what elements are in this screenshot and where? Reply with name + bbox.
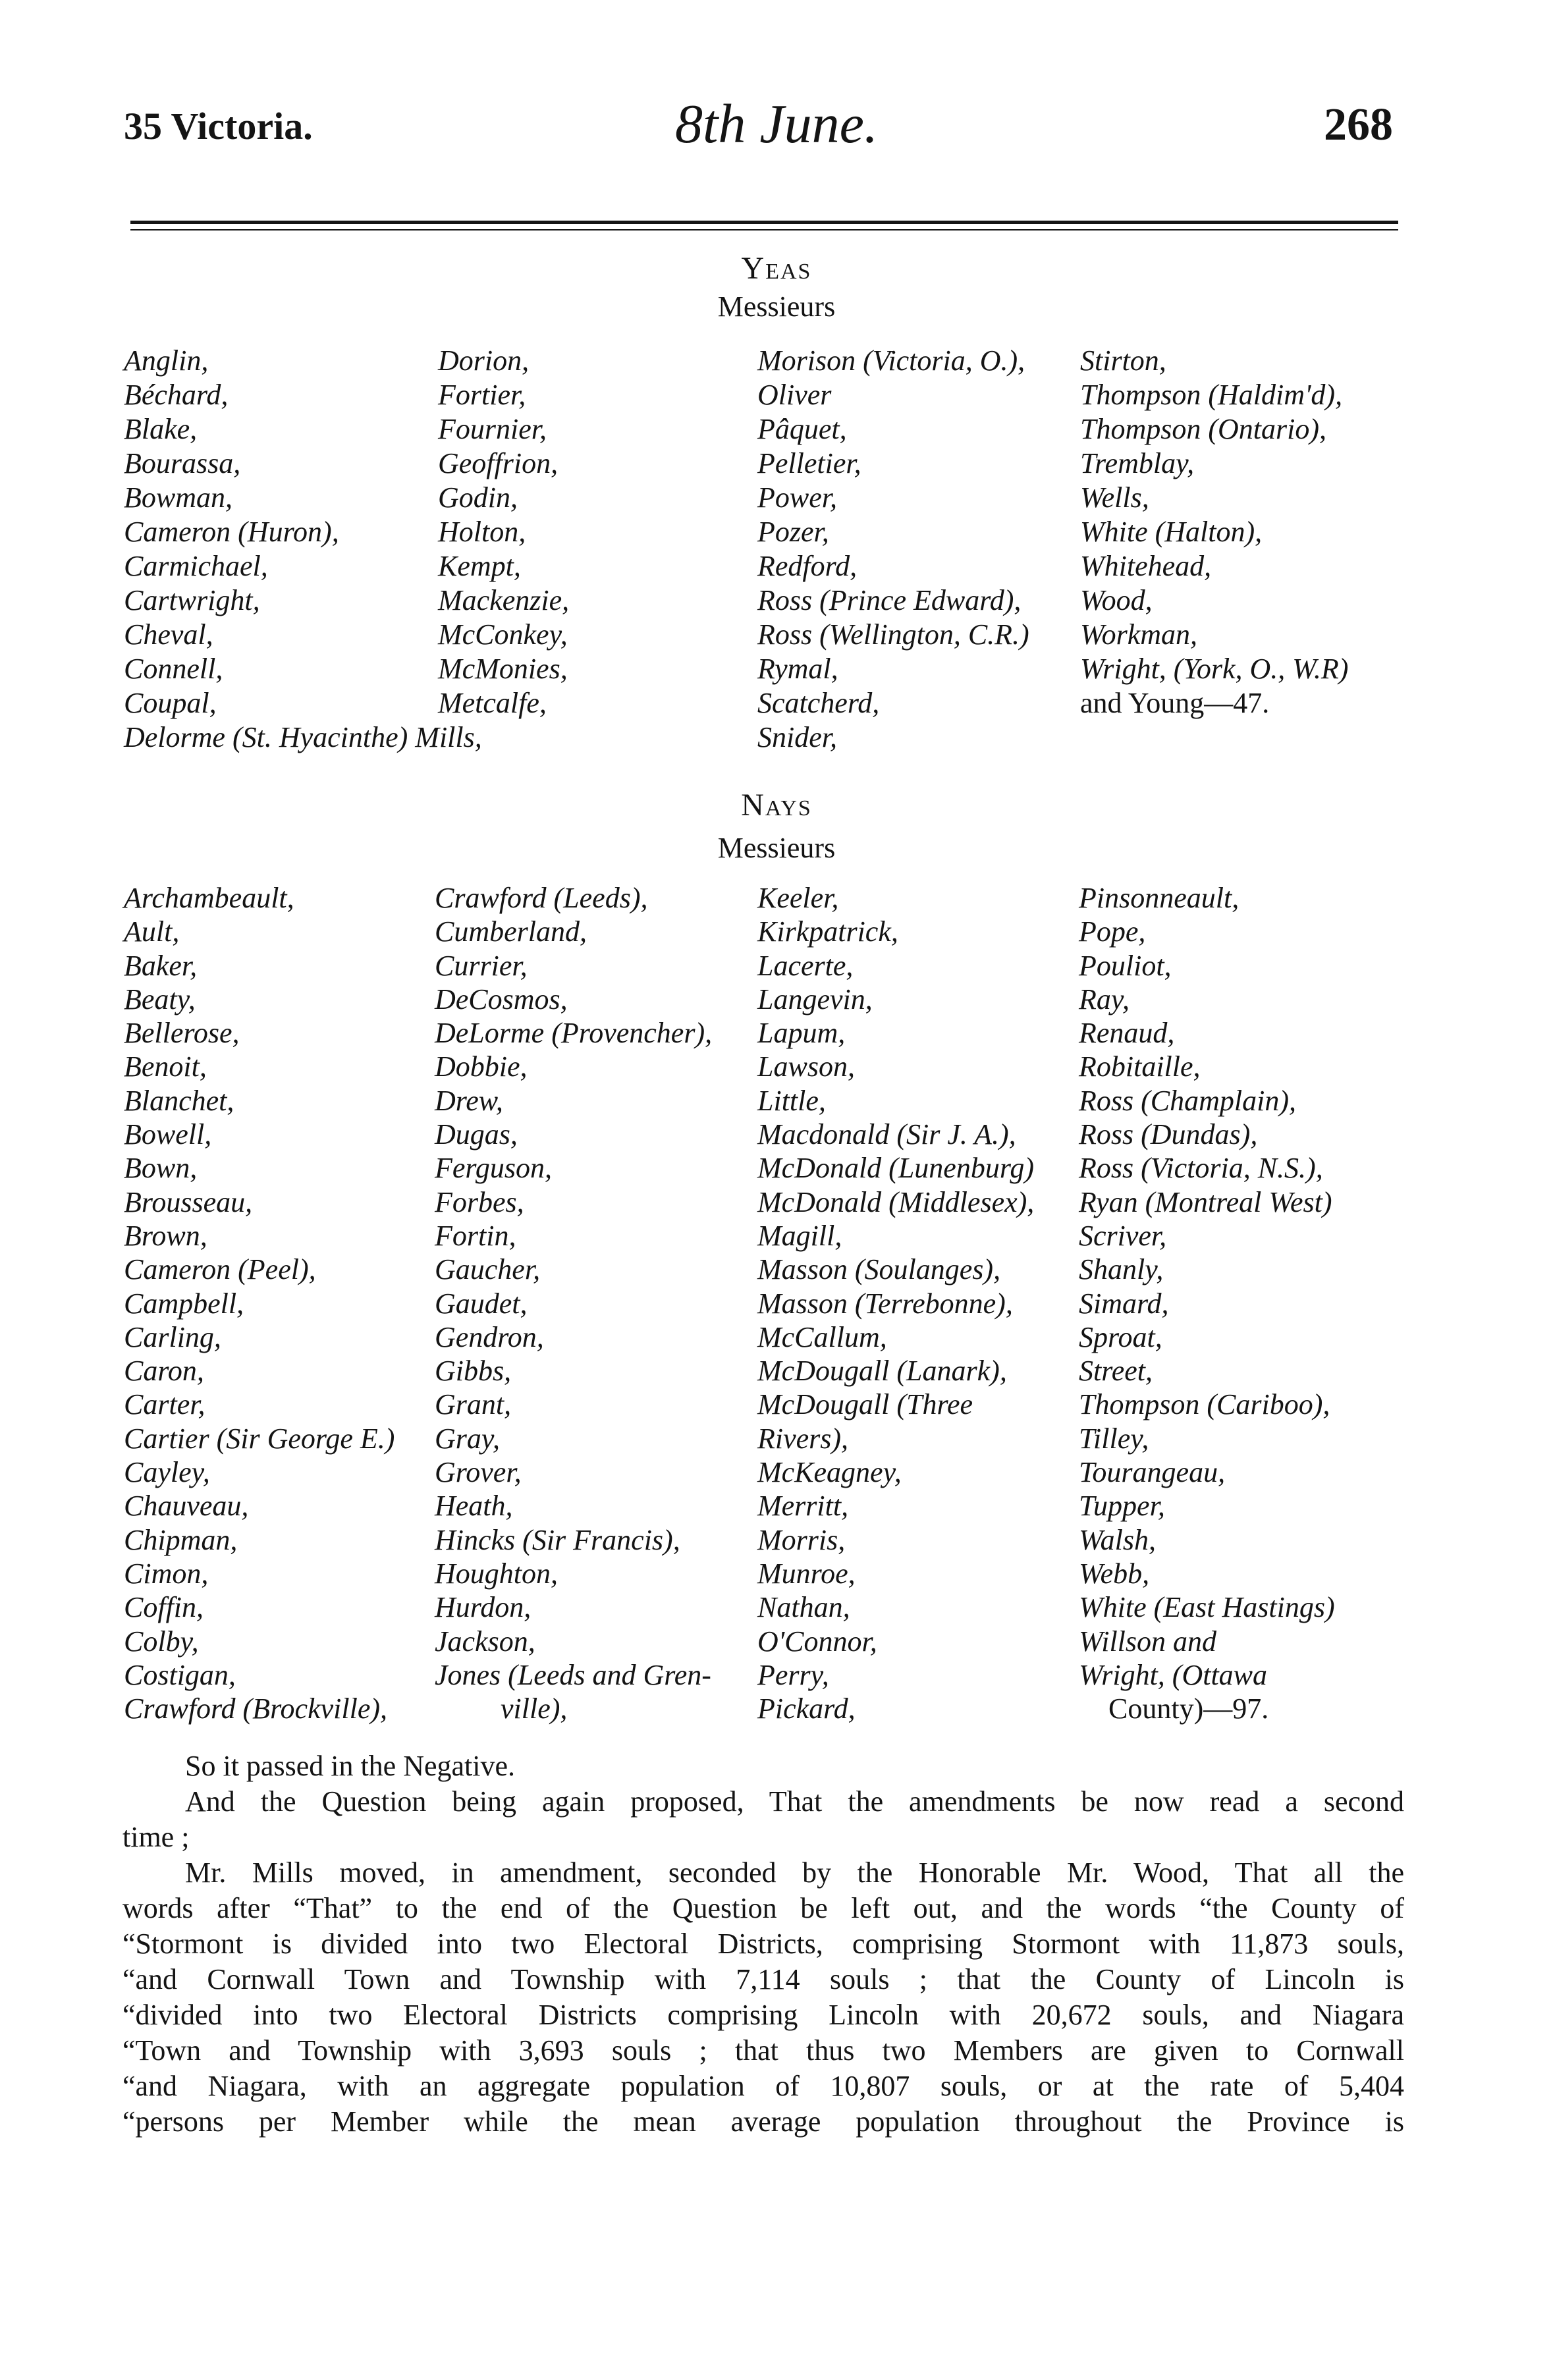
nays-name: Cimon, (124, 1557, 209, 1590)
yeas-name: Kempt, (438, 550, 521, 582)
header-rule (130, 221, 1398, 224)
yeas-name: Bowman, (124, 481, 232, 514)
nays-name: Forbes, (435, 1185, 524, 1218)
paragraph-amendment-line: “and Niagara, with an aggregate population of 10,807 souls, or at the rate of 5,404 (123, 2070, 1404, 2102)
nays-name: Crawford (Brockville), (124, 1692, 387, 1725)
nays-name: Cameron (Peel), (124, 1253, 316, 1286)
nays-name: Sproat, (1079, 1320, 1162, 1353)
nays-name: DeLorme (Provencher), (435, 1017, 713, 1050)
nays-name: Fortin, (435, 1219, 516, 1252)
nays-name: Macdonald (Sir J. A.), (757, 1118, 1016, 1151)
yeas-name: Dorion, (438, 344, 530, 377)
nays-name: Keeler, (757, 882, 839, 914)
yeas-name: Stirton, (1080, 344, 1166, 377)
nays-title: Nays (741, 788, 812, 823)
nays-name: Baker, (124, 949, 198, 982)
nays-name: McDougall (Three (757, 1388, 973, 1421)
nays-name: Colby, (124, 1625, 199, 1658)
yeas-column-3 (757, 344, 1029, 755)
yeas-name: Fournier, (438, 413, 547, 445)
paragraph-amendment-line: Mr. Mills moved, in amendment, seconded by the Honorable Mr. Wood, That all the (185, 1856, 1404, 1889)
nays-name: Bellerose, (124, 1017, 240, 1050)
yeas-name: Holton, (438, 516, 526, 548)
yeas-name: McMonies, (438, 653, 568, 685)
nays-name: Little, (757, 1084, 826, 1117)
nays-name: Webb, (1079, 1557, 1150, 1590)
nays-name: Brown, (124, 1219, 207, 1252)
nays-name: Bown, (124, 1152, 198, 1185)
nays-name: Jackson, (435, 1625, 535, 1658)
nays-name: Langevin, (757, 983, 873, 1015)
paragraph-amendment-line: words after “That” to the end of the Question be left out, and the words “the County of (123, 1892, 1404, 1924)
page-number: 268 (1324, 99, 1393, 150)
yeas-name: Rymal, (757, 653, 838, 685)
nays-name: Houghton, (435, 1557, 558, 1590)
nays-name: Heath, (435, 1490, 513, 1523)
yeas-name: Thompson (Ontario), (1080, 413, 1327, 445)
paragraph-question-line-1: And the Question being again proposed, That the amendments be now read a second (185, 1785, 1404, 1818)
nays-name: County)—97. (1108, 1692, 1269, 1725)
nays-name: Gibbs, (435, 1355, 512, 1388)
nays-name: O'Connor, (757, 1625, 877, 1658)
yeas-name: Wright, (York, O., W.R) (1080, 653, 1349, 685)
nays-name: Wright, (Ottawa (1079, 1658, 1268, 1691)
yeas-column-4 (1080, 344, 1348, 720)
nays-name: Merritt, (757, 1490, 849, 1523)
paragraph-question-line-2: time ; (123, 1821, 190, 1853)
yeas-name: Oliver (757, 379, 832, 411)
nays-column-4 (1079, 881, 1335, 1725)
nays-name: Tupper, (1079, 1490, 1165, 1523)
yeas-name: Scatcherd, (757, 687, 880, 719)
nays-name: Simard, (1079, 1287, 1169, 1320)
header-rule-thin (130, 229, 1398, 230)
paragraph-amendment-line: “Stormont is divided into two Electoral Districts, comprising Stormont with 11,873 souls, (123, 1928, 1404, 1960)
yeas-name: Coupal, (124, 687, 217, 719)
yeas-name: Pelletier, (757, 447, 861, 479)
yeas-subtitle: Messieurs (717, 290, 836, 323)
nays-name: Ault, (124, 915, 180, 948)
yeas-name: Ross (Wellington, C.R.) (757, 618, 1029, 651)
yeas-name: Delorme (St. Hyacinthe) Mills, (124, 721, 482, 753)
nays-name: Kirkpatrick, (757, 915, 898, 948)
nays-name: Campbell, (124, 1287, 244, 1320)
nays-column-2 (435, 881, 712, 1725)
nays-name: Thompson (Cariboo), (1079, 1388, 1330, 1421)
nays-name: Robitaille, (1079, 1050, 1201, 1083)
yeas-name: Metcalfe, (438, 687, 547, 719)
yeas-name: Workman, (1080, 618, 1198, 651)
nays-name: Munroe, (757, 1557, 856, 1590)
nays-name: Benoit, (124, 1050, 207, 1083)
nays-name: Drew, (435, 1084, 503, 1117)
nays-name: Brousseau, (124, 1185, 253, 1218)
nays-name: Hurdon, (435, 1591, 531, 1624)
nays-name: ville), (501, 1692, 568, 1725)
nays-name: Lawson, (757, 1050, 855, 1083)
nays-name: Costigan, (124, 1658, 236, 1691)
nays-name: Perry, (757, 1658, 829, 1691)
nays-name: Dugas, (435, 1118, 518, 1151)
yeas-name: Béchard, (124, 379, 229, 411)
yeas-name: Cameron (Huron), (124, 516, 339, 548)
nays-name: Bowell, (124, 1118, 212, 1151)
yeas-name: Pâquet, (757, 413, 847, 445)
nays-name: Magill, (757, 1219, 842, 1252)
yeas-title: Yeas (741, 251, 812, 286)
nays-name: Cumberland, (435, 915, 587, 948)
yeas-name: White (Halton), (1080, 516, 1263, 548)
nays-name: Lacerte, (757, 949, 854, 982)
nays-name: Masson (Terrebonne), (757, 1287, 1013, 1320)
nays-name: McDougall (Lanark), (757, 1355, 1007, 1388)
nays-name: Gaucher, (435, 1253, 541, 1286)
yeas-column-1 (124, 344, 482, 755)
paragraph-result: So it passed in the Negative. (185, 1750, 516, 1782)
nays-name: Walsh, (1079, 1523, 1156, 1556)
paragraph-amendment-line: “divided into two Electoral Districts comprising Lincoln with 20,672 souls, and Niagara (123, 1999, 1404, 2031)
yeas-heading (0, 250, 1553, 286)
nays-name: Ross (Dundas), (1079, 1118, 1258, 1151)
nays-name: Caron, (124, 1355, 204, 1388)
yeas-name: Ross (Prince Edward), (757, 584, 1022, 616)
nays-name: Crawford (Leeds), (435, 882, 648, 914)
nays-name: DeCosmos, (435, 983, 568, 1015)
nays-name: Scriver, (1079, 1219, 1167, 1252)
nays-name: Morris, (757, 1523, 846, 1556)
yeas-name: Fortier, (438, 379, 526, 411)
yeas-name: Mackenzie, (438, 584, 570, 616)
yeas-name: Anglin, (124, 344, 209, 377)
nays-name: McDonald (Middlesex), (757, 1185, 1035, 1218)
nays-name: Willson and (1079, 1625, 1217, 1658)
yeas-name: Bourassa, (124, 447, 241, 479)
nays-name: Hincks (Sir Francis), (435, 1523, 680, 1556)
yeas-name: and Young—47. (1080, 687, 1270, 719)
nays-name: Tilley, (1079, 1422, 1149, 1455)
nays-name: Pouliot, (1079, 949, 1172, 982)
yeas-name: Redford, (757, 550, 858, 582)
nays-name: McDonald (Lunenburg) (757, 1152, 1034, 1185)
nays-column-3 (757, 881, 1034, 1725)
nays-name: Jones (Leeds and Gren- (435, 1658, 711, 1691)
body-text (123, 1748, 1404, 2140)
nays-name: Ferguson, (435, 1152, 553, 1185)
nays-name: Pickard, (757, 1692, 856, 1725)
nays-name: Cayley, (124, 1456, 210, 1489)
nays-name: Pope, (1079, 915, 1146, 948)
nays-name: Tourangeau, (1079, 1456, 1226, 1489)
nays-name: Ross (Victoria, N.S.), (1079, 1152, 1323, 1185)
nays-name: Gendron, (435, 1320, 544, 1353)
nays-name: Ray, (1079, 983, 1130, 1015)
yeas-name: Carmichael, (124, 550, 268, 582)
yeas-name: Snider, (757, 721, 837, 753)
paragraph-amendment-line: “and Cornwall Town and Township with 7,114 souls ; that the County of Lincoln is (123, 1963, 1404, 1995)
yeas-name: Cartwright, (124, 584, 260, 616)
nays-name: Currier, (435, 949, 528, 982)
nays-name: Grover, (435, 1456, 522, 1489)
yeas-name: Whitehead, (1080, 550, 1212, 582)
yeas-name: Morison (Victoria, O.), (757, 344, 1025, 377)
yeas-name: Wood, (1080, 584, 1153, 616)
nays-name: Renaud, (1079, 1017, 1175, 1050)
nays-name: Lapum, (757, 1017, 846, 1050)
yeas-name: Wells, (1080, 481, 1149, 514)
nays-name: Nathan, (757, 1591, 850, 1624)
nays-heading (0, 787, 1553, 823)
nays-name: Gaudet, (435, 1287, 528, 1320)
yeas-name: Thompson (Haldim'd), (1080, 379, 1343, 411)
paragraph-amendment-line: “persons per Member while the mean average population throughout the Province is (123, 2105, 1404, 2138)
yeas-name: McConkey, (438, 618, 568, 651)
yeas-name: Geoffrion, (438, 447, 559, 479)
yeas-name: Cheval, (124, 618, 213, 651)
nays-name: Chipman, (124, 1523, 238, 1556)
nays-name: Chauveau, (124, 1490, 249, 1523)
yeas-name: Power, (757, 481, 837, 514)
nays-name: Ryan (Montreal West) (1079, 1185, 1332, 1218)
nays-name: McKeagney, (757, 1456, 902, 1489)
nays-name: Coffin, (124, 1591, 204, 1624)
nays-name: Carter, (124, 1388, 205, 1421)
nays-name: Shanly, (1079, 1253, 1164, 1286)
yeas-name: Blake, (124, 413, 198, 445)
nays-name: Carling, (124, 1320, 221, 1353)
nays-name: Grant, (435, 1388, 512, 1421)
yeas-name: Connell, (124, 653, 223, 685)
nays-subtitle: Messieurs (717, 832, 836, 864)
nays-name: Street, (1079, 1355, 1153, 1388)
nays-name: Cartier (Sir George E.) (124, 1422, 395, 1455)
running-header-date: 8th June. (675, 94, 878, 155)
yeas-name: Tremblay, (1080, 447, 1195, 479)
nays-name: Beaty, (124, 983, 196, 1015)
nays-name: Rivers), (757, 1422, 849, 1455)
paragraph-amendment-line: “Town and Township with 3,693 souls ; that thus two Members are given to Cornwall (123, 2034, 1404, 2067)
nays-name: Gray, (435, 1422, 500, 1455)
nays-name: Masson (Soulanges), (757, 1253, 1001, 1286)
nays-name: McCallum, (757, 1320, 887, 1353)
yeas-column-2 (438, 344, 569, 720)
nays-name: Archambeault, (124, 882, 294, 914)
nays-name: Dobbie, (435, 1050, 528, 1083)
yeas-name: Pozer, (757, 516, 829, 548)
yeas-name: Godin, (438, 481, 518, 514)
nays-name: White (East Hastings) (1079, 1591, 1335, 1624)
nays-name: Blanchet, (124, 1084, 234, 1117)
nays-column-1 (124, 881, 395, 1725)
nays-name: Ross (Champlain), (1079, 1084, 1296, 1117)
nays-name: Pinsonneault, (1079, 882, 1240, 914)
running-header-session: 35 Victoria. (124, 105, 313, 148)
